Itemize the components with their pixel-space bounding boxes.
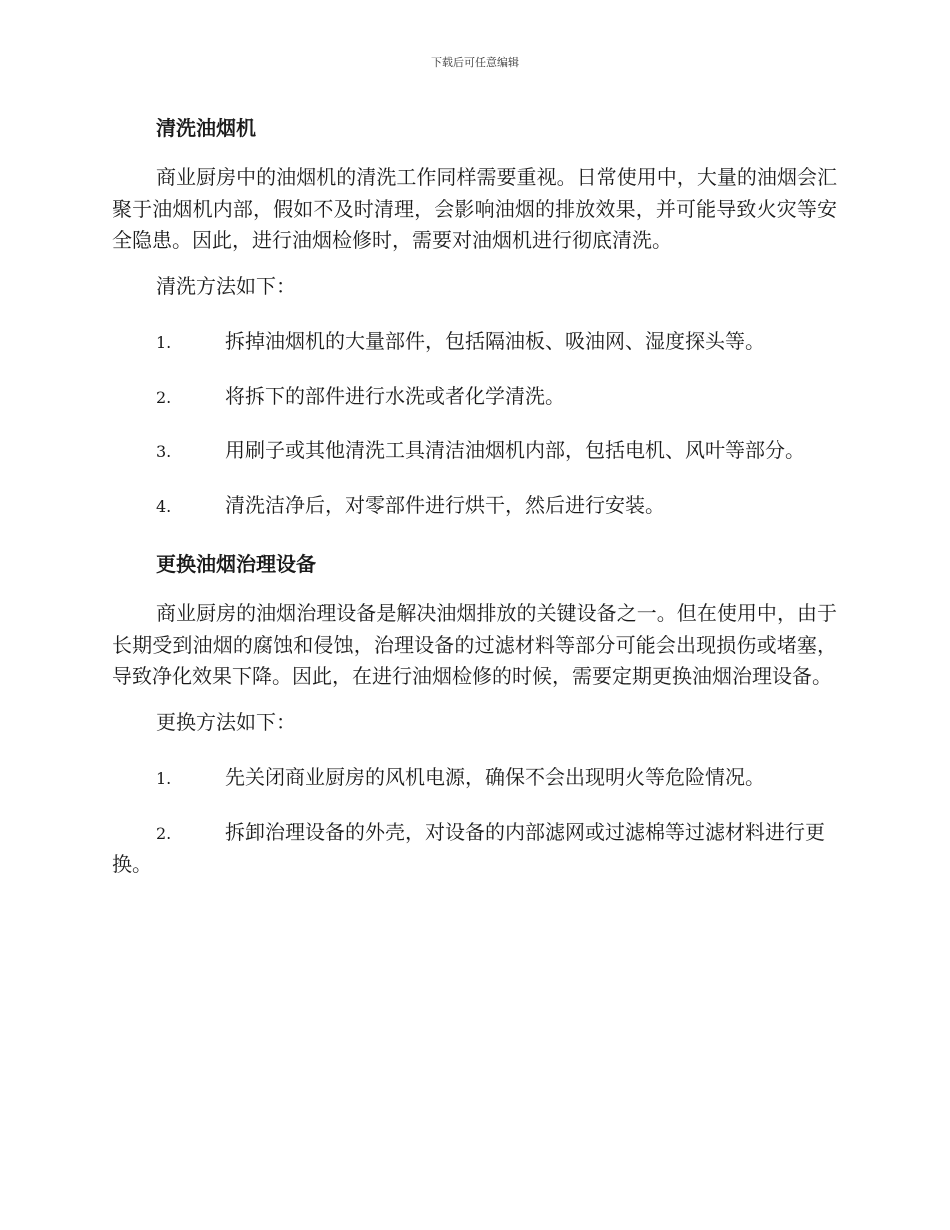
list-text: 将拆下的部件进行水洗或者化学清洗。 [225,383,565,408]
list-number: 2. [156,387,172,407]
document-body [112,108,837,903]
list-text: 拆卸治理设备的外壳，对设备的内部滤网或过滤棉等过滤材料进行更换。 [112,819,825,876]
list-text: 拆掉油烟机的大量部件，包括隔油板、吸油网、湿度探头等。 [225,329,765,353]
list-number: 1. [156,333,172,352]
list-text: 用刷子或其他清洗工具清洁油烟机内部，包括电机、风叶等部分。 [225,438,805,462]
page-header: 下载后可任意编辑 [431,56,519,69]
list-number: 4. [156,496,172,516]
list-text: 先关闭商业厨房的风机电源，确保不会出现明火等危险情况。 [225,765,765,789]
list-number: 1. [156,769,172,788]
list-number: 2. [156,823,172,843]
list-item [112,326,837,359]
list-item [112,817,837,881]
method-intro: 清洗方法如下： [156,273,296,298]
list-item [112,381,837,414]
section-heading-clean-hood: 清洗油烟机 [156,116,256,140]
section-heading-replace-equipment: 更换油烟治理设备 [156,552,316,576]
section-paragraph: 商业厨房中的油烟机的清洗工作同样需要重视。日常使用中，大量的油烟会汇聚于油烟机内部，假如不及时清理，会影响油烟的排放效果，并可能导致火灾等安全隐患。因此，进行油烟检修时，需要对油烟机进行彻底清洗。 [112,165,837,252]
list-number: 3. [156,442,172,461]
method-intro: 更换方法如下： [156,709,296,734]
list-item [112,762,837,795]
list-item [112,435,837,468]
list-text: 清洗洁净后，对零部件进行烘干，然后进行安装。 [225,492,665,517]
list-item [112,490,837,523]
section-paragraph: 商业厨房的油烟治理设备是解决油烟排放的关键设备之一。但在使用中，由于长期受到油烟的腐蚀和侵蚀，治理设备的过滤材料等部分可能会出现损伤或堵塞，导致净化效果下降。因此，在进行油烟检修的时候，需要定期更换油烟治理设备。 [112,601,837,688]
